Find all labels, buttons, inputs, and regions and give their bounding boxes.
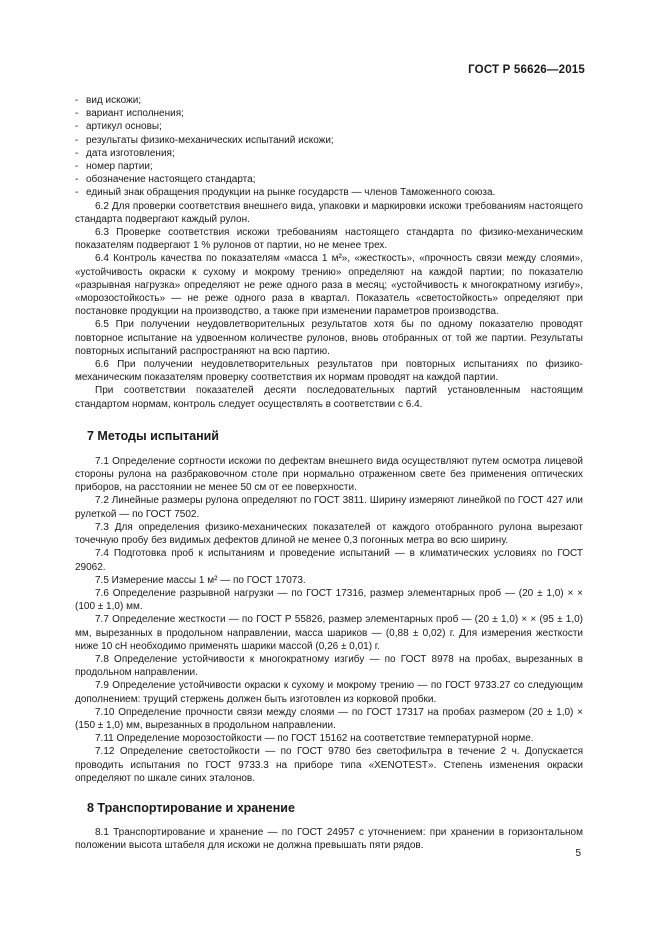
paragraph-7-9: 7.9 Определение устойчивости окраски к сухому и мокрому трению — по ГОСТ 9733.27 со следующим дополнением: трущий стержень должен быть изготовлен из корковой пробки. (75, 680, 583, 705)
paragraph-7-2: 7.2 Линейные размеры рулона определяют по ГОСТ 3811. Ширину измеряют линейкой по ГОСТ 427 или рулеткой — по ГОСТ 7502. (75, 495, 583, 520)
paragraph-7-8: 7.8 Определение устойчивости к многократному изгибу — по ГОСТ 8978 на пробах, вырезанных в продольном направлении. (75, 653, 583, 679)
paragraph-6-5: 6.5 При получении неудовлетворительных результатов хотя бы по одному показателю проводят повторное испытание на удвоенном количестве рулонов, вновь отобранных от той же партии. Результаты повторных испытаний распространяют на всю партию. (75, 319, 583, 357)
paragraph-7-7: 7.7 Определение жесткости — по ГОСТ Р 55826, размер элементарных проб — (20 ± 1,0) × × (95 ± 1,0) мм, вырезанных в продольном направлении, масса шариков — (0,88 ± 0,02) г. Для измерения жесткости ниже 10 сН необходимо применять шарики массой (0,26 ± 0,01) г. (75, 614, 583, 652)
list-item: - результаты физико-механических испытаний искожи; (75, 134, 334, 146)
paragraph-7-11: 7.11 Определение морозостойкости — по ГОСТ 15162 на соответствие температурной норме. (95, 733, 534, 745)
list-item: - единый знак обращения продукции на рынке государств — членов Таможенного союза. (75, 187, 496, 199)
paragraph-6-2: 6.2 Для проверки соответствия внешнего вида, упаковки и маркировки искожи требованиям настоящего стандарта подвергают каждый рулон. (75, 200, 583, 225)
paragraph-7-12: 7.12 Определение светостойкости — по ГОСТ 9780 без светофильтра в течение 2 ч. Допускается проводить испытания по ГОСТ 9733.3 на приборе типа «XENOTEST». Степень изменения окраски определяют по шкале синих эталонов. (75, 746, 583, 784)
paragraph-6-3: 6.3 Проверке соответствия искожи требованиям настоящего стандарта по физико-механическим показателям подвергают 1 % рулонов от партии, но не менее трех. (75, 227, 583, 252)
list-item: - номер партии; (75, 161, 153, 173)
paragraph-7-6: 7.6 Определение разрывной нагрузки — по ГОСТ 17316, размер элементарных проб — (20 ± 1,0) × × (100 ± 1,0) мм. (75, 587, 583, 613)
page-content (75, 94, 583, 852)
marking-list (75, 94, 583, 200)
list-item: - вид искожи; (75, 95, 142, 106)
paragraph-7-1: 7.1 Определение сортности искожи по дефектам внешнего вида осуществляют путем осмотра лицевой стороны рулона на разбраковочном столе при нормально отраженном свете без применения оптических приборов, на расстоянии не менее 50 см от ее поверхности. (75, 455, 583, 494)
section-8-title: 8 Транспортирование и хранение (87, 800, 295, 815)
paragraph-6-6: 6.6 При получении неудовлетворительных результатов при повторных испытаниях по физико-механическим показателям проверку соответствия их нормам проводят на каждой партии. (75, 359, 583, 384)
paragraph-6-6-note: При соответствии показателей десяти последовательных партий установленным настоящим стандартом нормам, контроль следует осуществлять в соответствии с 6.4. (75, 385, 583, 410)
paragraph-7-10: 7.10 Определение прочности связи между слоями — по ГОСТ 17317 на пробах размером (20 ± 1,0) × (150 ± 1,0) мм, вырезанных в продольном направлении. (75, 706, 583, 731)
paragraph-7-3: 7.3 Для определения физико-механических показателей от каждого отобранного рулона вырезают точечную пробу без видимых дефектов длиной не менее 0,3 погонных метра во всю ширину. (75, 521, 583, 547)
paragraph-8-1: 8.1 Транспортирование и хранение — по ГОСТ 24957 с уточнением: при хранении в горизонтальном положении высота штабеля для искожи не должна превышать пяти рядов. (75, 826, 583, 852)
list-item: - обозначение настоящего стандарта; (75, 174, 256, 186)
paragraph-7-5: 7.5 Измерение массы 1 м² — по ГОСТ 17073. (95, 574, 306, 586)
paragraph-7-4: 7.4 Подготовка проб к испытаниям и проведение испытаний — в климатических условиях по ГОСТ 29062. (75, 548, 583, 573)
document-code: ГОСТ Р 56626—2015 (468, 64, 585, 76)
section-7-title: 7 Методы испытаний (87, 428, 219, 443)
list-item: - вариант исполнения; (75, 108, 184, 120)
list-item: - дата изготовления; (75, 147, 175, 159)
page-number: 5 (575, 848, 581, 859)
list-item: - артикул основы; (75, 121, 162, 133)
paragraph-6-4: 6.4 Контроль качества по показателям «масса 1 м²», «жесткость», «прочность связи между слоями», «устойчивость окраски к сухому и мокрому трению» определяют на каждой партии; по показателю «разрывная нагрузка» определяют не реже одного раза в месяц; «устойчивость к многократному изгибу», «морозостойкость» — не реже одного раза в квартал. Показатель «светостойкость» определяют при постановке продукции на производство, а также при изменении параметров производства. (75, 253, 583, 318)
